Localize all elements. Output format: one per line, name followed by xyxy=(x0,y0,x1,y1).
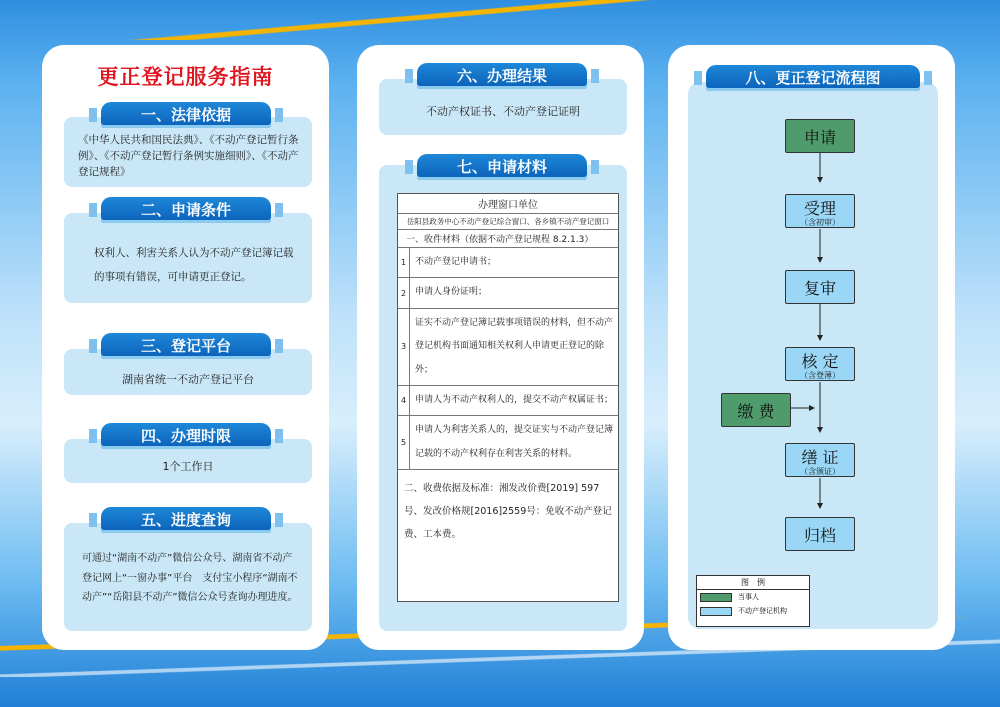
left-panel xyxy=(42,45,329,650)
node-label: 受理 xyxy=(803,198,836,218)
flow-node-verify xyxy=(785,347,855,381)
legend-title: 图 例 xyxy=(697,576,809,590)
progress-query-text: 可通过“湖南不动产”微信公众号、湖南省不动产登记网上“一窗办事”平台 支付宝小程序“湖南不动产”“岳阳县不动产”微信公众号查询办理进度。 xyxy=(82,553,298,603)
table-section-row xyxy=(398,230,618,248)
table-row xyxy=(398,248,618,278)
legend-label: 不动产登记机构 xyxy=(738,607,787,615)
fee-text: 二、收费依据及标准：湘发改价费[2019] 597号、发改价格规[2016]2559号：免收不动产登记费、工本费。 xyxy=(404,483,612,540)
section-header-result xyxy=(417,63,587,89)
flowchart-area xyxy=(688,82,938,629)
node-label: 申请 xyxy=(803,127,836,147)
section-header-conditions xyxy=(101,197,271,223)
section-header-materials xyxy=(417,154,587,180)
section-heading-text: 五、进度查询 xyxy=(140,511,231,529)
table-row xyxy=(398,309,618,386)
table-section-heading: 一、收件材料（依据不动产登记规程 8.2.1.3） xyxy=(406,235,594,245)
flow-legend xyxy=(696,575,810,627)
legend-item-org xyxy=(697,604,809,618)
section-heading-text: 一、法律依据 xyxy=(140,106,231,124)
flow-node-accept xyxy=(785,194,855,228)
section-heading-text: 四、办理时限 xyxy=(140,427,231,445)
flow-node-issue xyxy=(785,443,855,477)
flow-node-review xyxy=(785,270,855,304)
section-header-platform xyxy=(101,333,271,359)
flow-node-pay xyxy=(721,393,791,427)
flow-node-archive xyxy=(785,517,855,551)
middle-panel xyxy=(357,45,644,650)
row-text: 申请人为不动产权利人的，提交不动产权属证书； xyxy=(415,394,614,405)
flow-node-apply xyxy=(785,119,855,153)
node-sublabel: （含初审） xyxy=(800,217,840,227)
row-text: 不动产登记申请书； xyxy=(415,257,497,267)
legend-swatch-org xyxy=(700,607,732,616)
section-header-time-limit xyxy=(101,423,271,449)
section-header-flowchart xyxy=(706,65,920,91)
section-heading-text: 八、更正登记流程图 xyxy=(745,69,881,87)
page-title: 更正登记服务指南 xyxy=(97,64,274,89)
row-number: 4 xyxy=(398,386,410,415)
conditions-box xyxy=(64,213,312,303)
node-label: 缮 证 xyxy=(801,447,839,467)
legend-label: 当事人 xyxy=(738,593,759,601)
node-label: 复审 xyxy=(803,278,836,298)
section-heading-text: 七、申请材料 xyxy=(456,158,547,176)
legal-basis-text: 《中华人民共和国民法典》、《不动产登记暂行条例》、《不动产登记暂行条例实施细则》、《不动产登记规程》 xyxy=(78,134,299,178)
result-text: 不动产权证书、不动产登记证明 xyxy=(426,105,580,118)
section-header-legal-basis xyxy=(101,102,271,128)
materials-table xyxy=(397,193,619,602)
row-text: 证实不动产登记簿记载事项错误的材料，但不动产登记机构书面通知相关权利人申请更正登记的除外； xyxy=(415,317,614,375)
row-text: 申请人为利害关系人的，提交证实与不动产登记簿记载的不动产权利存在利害关系的材料。 xyxy=(415,425,614,459)
legend-item-party xyxy=(697,590,809,604)
table-row xyxy=(398,278,618,308)
node-label: 归档 xyxy=(803,525,836,545)
legend-swatch-party xyxy=(700,593,732,602)
node-sublabel: （含登薄） xyxy=(800,370,840,380)
table-unit: 岳阳县政务中心不动产登记综合窗口、各乡镇不动产登记窗口 xyxy=(406,217,610,226)
row-number: 1 xyxy=(398,248,410,277)
row-text: 申请人身份证明； xyxy=(415,287,488,298)
time-limit-text: 1个工作日 xyxy=(162,460,214,473)
table-row xyxy=(398,416,618,470)
row-number: 2 xyxy=(398,278,410,307)
row-number: 3 xyxy=(398,309,410,385)
right-panel xyxy=(668,45,955,650)
conditions-text: 权利人、利害关系人认为不动产登记簿记载的事项有错误，可申请更正登记。 xyxy=(94,247,294,284)
platform-text: 湖南省统一不动产登记平台 xyxy=(122,373,254,386)
node-sublabel: （含颁证） xyxy=(800,466,840,476)
node-label: 核 定 xyxy=(801,351,839,371)
decor-top-stripe xyxy=(0,0,1000,40)
section-heading-text: 三、登记平台 xyxy=(140,337,231,355)
section-heading-text: 二、申请条件 xyxy=(140,201,231,219)
table-row xyxy=(398,386,618,416)
table-title-row xyxy=(398,194,618,214)
table-title: 办理窗口单位 xyxy=(478,200,538,211)
row-number: 5 xyxy=(398,416,410,469)
node-label: 缴 费 xyxy=(737,401,775,421)
section-heading-text: 六、办理结果 xyxy=(456,67,547,85)
progress-query-box xyxy=(64,523,312,631)
table-unit-row xyxy=(398,214,618,230)
section-header-progress-query xyxy=(101,507,271,533)
